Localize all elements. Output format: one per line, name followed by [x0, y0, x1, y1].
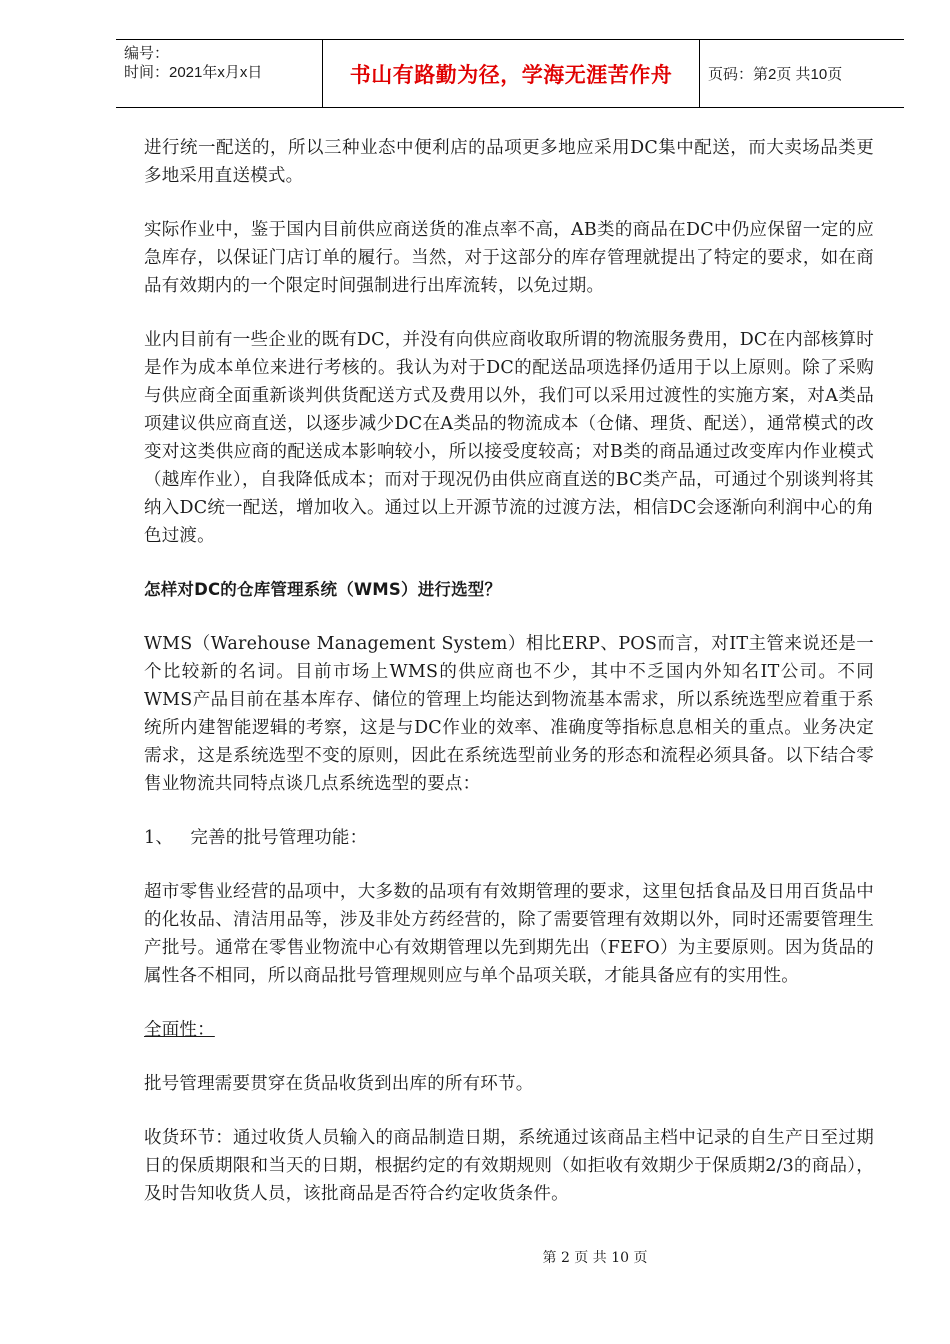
paragraph: WMS（Warehouse Management System）相比ERP、POS而言，对IT主管来说还是一个比较新的名词。目前市场上WMS的供应商也不少，其中不乏国内外知名IT公司。不同WMS产品目前在基本库存、储位的管理上均能达到物流基本需求，所以系统选型应着重于系统所内建智能逻辑的考察，这是与DC作业的效率、准确度等指标息息相关的重点。业务决定需求，这是系统选型不变的原则，因此在系统选型前业务的形态和流程必须具备。以下结合零售业物流共同特点谈几点系统选型的要点：: [144, 634, 874, 794]
page-footer: 第 2 页 共 10 页: [542, 1250, 648, 1266]
paragraph: 收货环节：通过收货人员输入的商品制造日期，系统通过该商品主档中记录的自生产日至过期日的保质期限和当天的日期，根据约定的有效期规则（如拒收有效期少于保质期2/3的商品），及时告知收货人员，该批商品是否符合约定收货条件。: [144, 1128, 874, 1204]
paragraph: 超市零售业经营的品项中，大多数的品项有有效期管理的要求，这里包括食品及日用百货品中的化妆品、清洁用品等，涉及非处方药经营的，除了需要管理有效期以外，同时还需要管理生产批号。通常在零售业物流中心有效期管理以先到期先出（FEFO）为主要原则。因为货品的属性各不相同，所以商品批号管理规则应与单个品项关联，才能具备应有的实用性。: [144, 882, 874, 986]
paragraph: 批号管理需要贯穿在货品收货到出库的所有环节。: [144, 1074, 534, 1094]
paragraph: 进行统一配送的，所以三种业态中便利店的品项更多地应采用DC集中配送，而大卖场品类更多地采用直送模式。: [144, 138, 874, 186]
document-time-label: 时间：2021年x月x日: [124, 64, 263, 81]
header-table: [116, 39, 904, 108]
subheading: [144, 1016, 874, 1044]
paragraph: 业内目前有一些企业的既有DC，并没有向供应商收取所谓的物流服务费用，DC在内部核算时是作为成本单位来进行考核的。我认为对于DC的配送品项选择仍适用于以上原则。除了采购与供应商全面重新谈判供货配送方式及费用以外，我们可以采用过渡性的实施方案，对A类品项建议供应商直送，以逐步减少DC在A类品的物流成本（仓储、理货、配送），通常模式的改变对这类供应商的配送成本影响较小，所以接受度较高；对B类的商品通过改变库内作业模式（越库作业），自我降低成本；而对于现况仍由供应商直送的BC类产品，可通过个别谈判将其纳入DC统一配送，增加收入。通过以上开源节流的过渡方法，相信DC会逐渐向利润中心的角色过渡。: [144, 330, 874, 546]
subheading-text: 全面性：: [144, 1020, 215, 1040]
header-page-info: 页码：第2页 共10页: [700, 40, 905, 108]
document-number-label: 编号：: [124, 45, 170, 62]
paragraph: 实际作业中，鉴于国内目前供应商送货的准点率不高，AB类的商品在DC中仍应保留一定的应急库存，以保证门店订单的履行。当然，对于这部分的库存管理就提出了特定的要求，如在商品有效期内的一个限定时间强制进行出库流转，以免过期。: [144, 220, 874, 296]
document-body: [144, 134, 874, 1234]
section-heading: 怎样对DC的仓库管理系统（WMS）进行选型？: [144, 580, 502, 599]
header-motto: 书山有路勤为径，学海无涯苦作舟: [323, 40, 700, 108]
numbered-item: 1、 完善的批号管理功能：: [144, 828, 368, 848]
header-meta-cell: [116, 40, 323, 108]
